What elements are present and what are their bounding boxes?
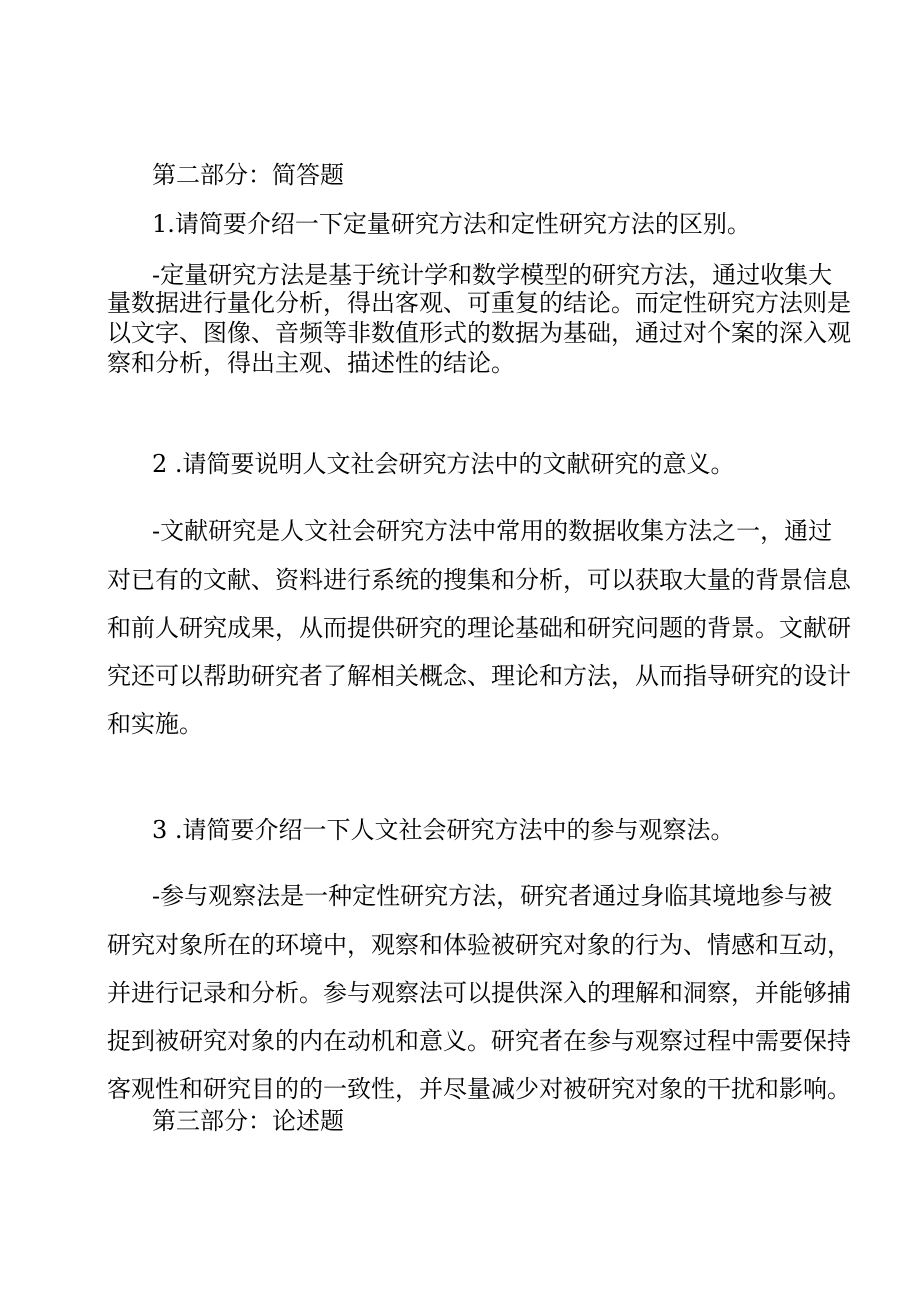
question-1: 1.请简要介绍一下定量研究方法和定性研究方法的区别。 (152, 210, 751, 238)
answer-1-line-2: 量数据进行量化分析，得出客观、可重复的结论。而定性研究方法则是 (107, 289, 851, 317)
answer-1-line-1: -定量研究方法是基于统计学和数学模型的研究方法，通过收集大 (152, 261, 833, 289)
answer-3-line-5: 客观性和研究目的的一致性，并尽量减少对被研究对象的干扰和影响。 (107, 1075, 851, 1103)
question-2: 2 .请简要说明人文社会研究方法中的文献研究的意义。 (152, 450, 735, 478)
part2-heading: 第二部分：简答题 (152, 161, 344, 189)
part3-heading: 第三部分：论述题 (152, 1107, 344, 1135)
answer-3-line-1: -参与观察法是一种定性研究方法，研究者通过身临其境地参与被 (152, 882, 833, 910)
question-3: 3 .请简要介绍一下人文社会研究方法中的参与观察法。 (152, 816, 735, 844)
answer-1-line-3: 以文字、图像、音频等非数值形式的数据为基础，通过对个案的深入观 (107, 319, 851, 347)
answer-3-line-3: 并进行记录和分析。参与观察法可以提供深入的理解和洞察，并能够捕 (107, 979, 851, 1007)
answer-3-line-4: 捉到被研究对象的内在动机和意义。研究者在参与观察过程中需要保持 (107, 1027, 851, 1055)
answer-3-line-2: 研究对象所在的环境中，观察和体验被研究对象的行为、情感和互动， (107, 931, 851, 959)
answer-2-line-4: 究还可以帮助研究者了解相关概念、理论和方法，从而指导研究的设计 (107, 662, 851, 690)
answer-2-line-3: 和前人研究成果，从而提供研究的理论基础和研究问题的背景。文献研 (107, 614, 851, 642)
answer-2-line-2: 对已有的文献、资料进行系统的搜集和分析，可以获取大量的背景信息 (107, 566, 851, 594)
answer-1-line-4: 察和分析，得出主观、描述性的结论。 (107, 349, 515, 377)
answer-2-line-1: -文献研究是人文社会研究方法中常用的数据收集方法之一，通过 (152, 517, 833, 545)
answer-2-line-5: 和实施。 (107, 710, 203, 738)
